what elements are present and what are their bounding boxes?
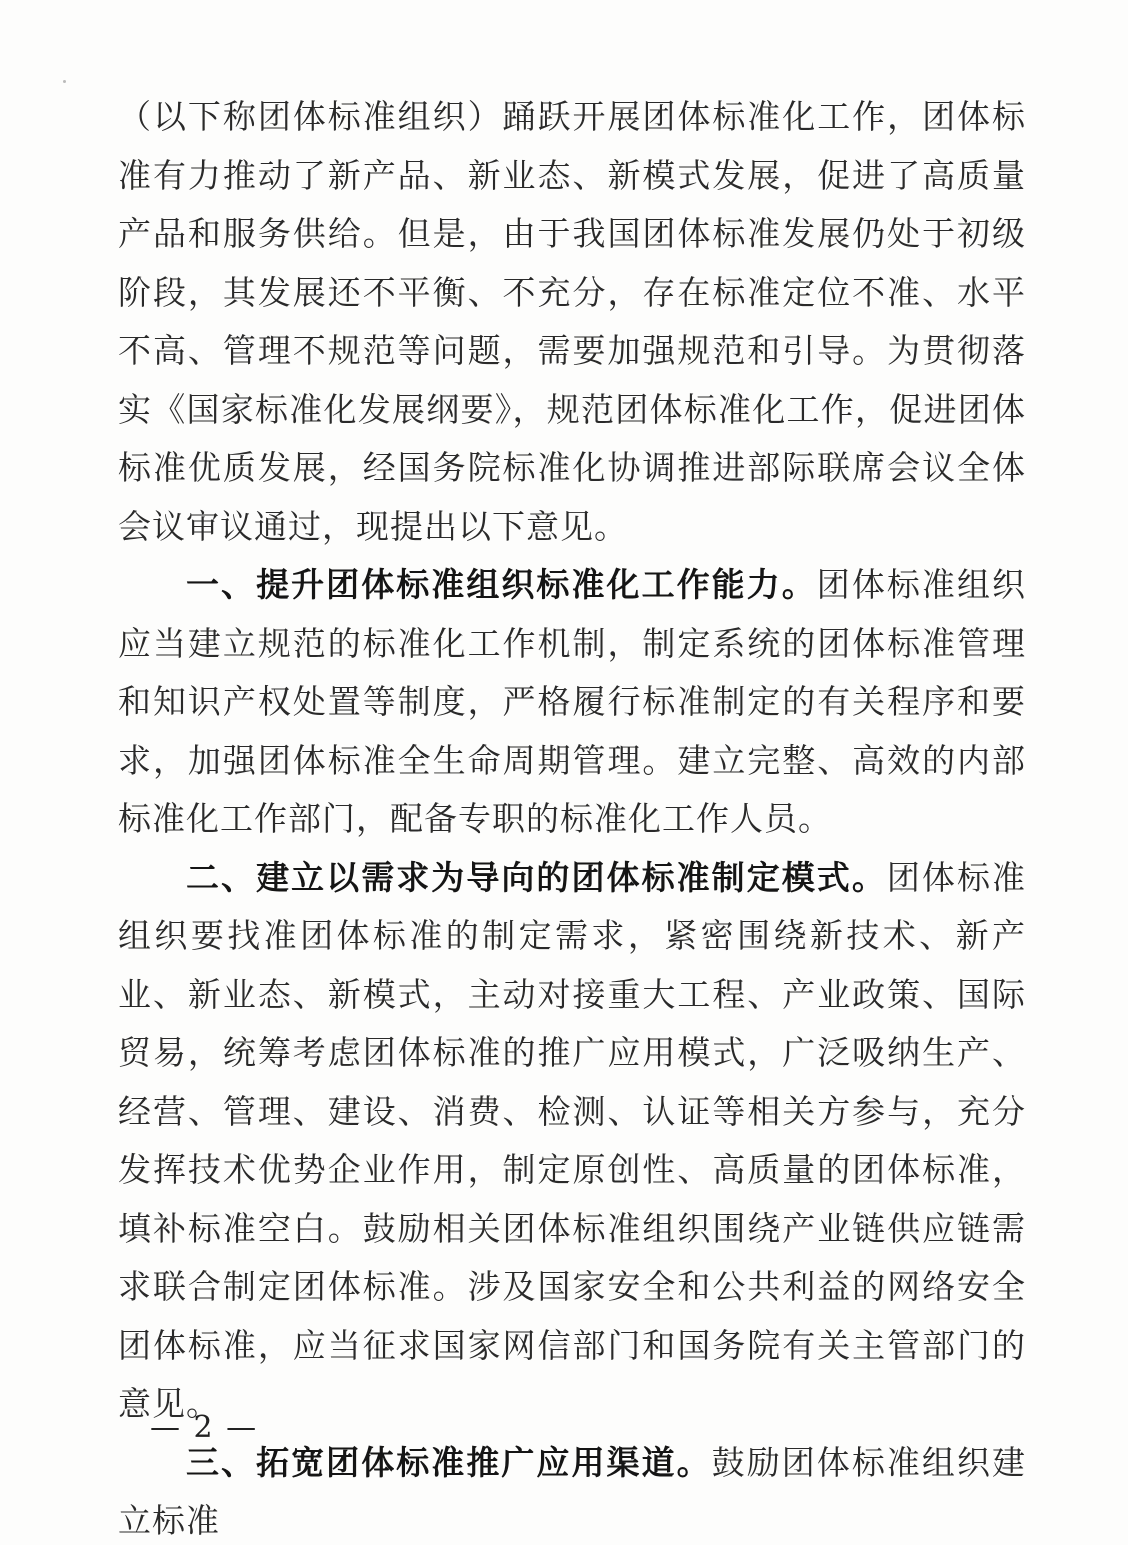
section-3-body: 鼓励团体标准组织建立标准 [118, 1442, 1027, 1540]
section-2-paragraph [118, 849, 1026, 1434]
scan-speck [63, 80, 66, 83]
document-body [118, 88, 1026, 1545]
section-3-heading: 三、拓宽团体标准推广应用渠道。 [186, 1442, 712, 1482]
page-number: — 2 — [150, 1410, 259, 1445]
section-3-paragraph [118, 1434, 1026, 1545]
section-1-heading: 一、提升团体标准组织标准化工作能力。 [186, 565, 817, 604]
section-1-body: 团体标准组织应当建立规范的标准化工作机制，制定系统的团体标准管理和知识产权处置等制度，严格履行标准制定的有关程序和要求，加强团体标准全生命周期管理。建立完整、高效的内部标准化工作部门，配备专职的标准化工作人员。 [118, 565, 1027, 838]
section-2-heading: 二、建立以需求为导向的团体标准制定模式。 [186, 857, 887, 897]
section-1-paragraph [118, 556, 1026, 849]
section-2-body: 团体标准组织要找准团体标准的制定需求，紧密围绕新技术、新产业、新业态、新模式，主动对接重大工程、产业政策、国际贸易，统筹考虑团体标准的推广应用模式，广泛吸纳生产、经营、管理、建设、消费、检测、认证等相关方参与，充分发挥技术优势企业作用，制定原创性、高质量的团体标准，填补标准空白。鼓励相关团体标准组织围绕产业链供应链需求联合制定团体标准。涉及国家安全和公共利益的网络安全团体标准，应当征求国家网信部门和国务院有关主管部门的意见。 [118, 857, 1027, 1423]
intro-paragraph: （以下称团体标准组织）踊跃开展团体标准化工作，团体标准有力推动了新产品、新业态、新模式发展，促进了高质量产品和服务供给。但是，由于我国团体标准发展仍处于初级阶段，其发展还不平衡、不充分，存在标准定位不准、水平不高、管理不规范等问题，需要加强规范和引导。为贯彻落实《国家标准化发展纲要》，规范团体标准化工作，促进团体标准优质发展，经国务院标准化协调推进部际联席会议全体会议审议通过，现提出以下意见。 [118, 97, 1026, 546]
